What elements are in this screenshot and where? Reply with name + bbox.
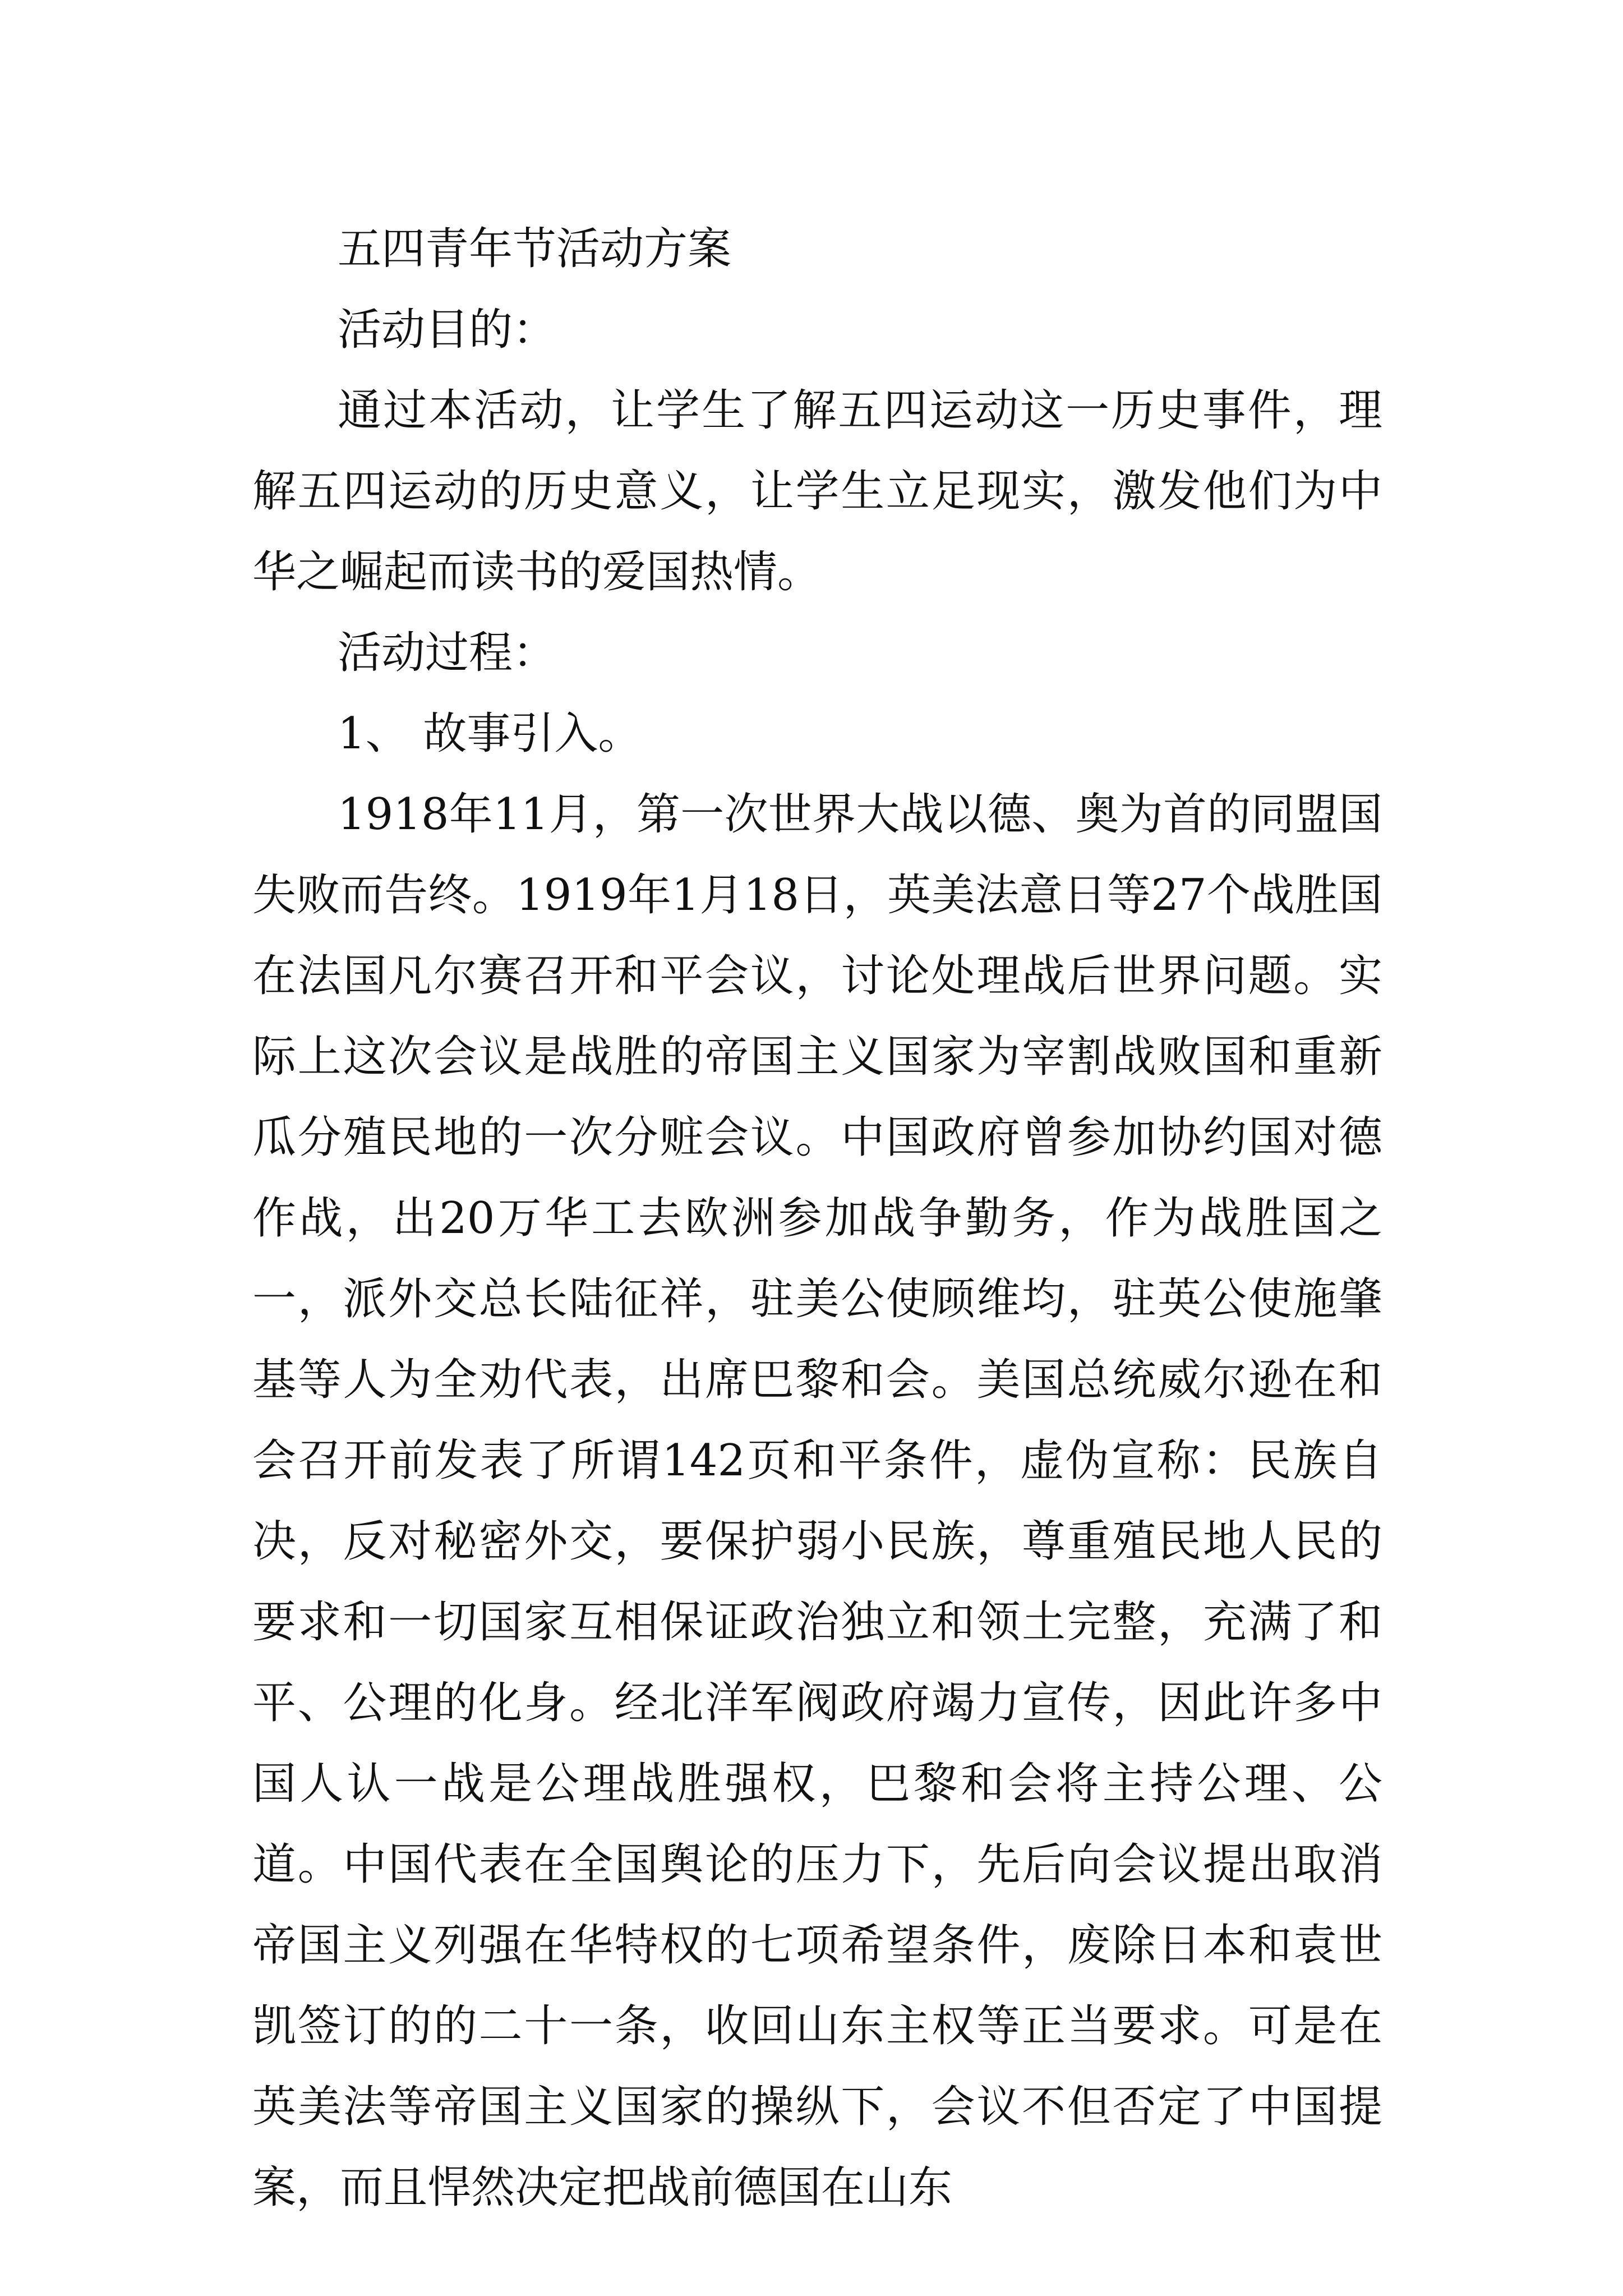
paragraph-purpose: 通过本活动，让学生了解五四运动这一历史事件，理解五四运动的历史意义，让学生立足现实，激发他们为中华之崛起而读书的爱国热情。	[252, 385, 1382, 597]
document-title: 五四青年节活动方案	[338, 224, 732, 274]
document-body	[252, 209, 1382, 2228]
section-heading-process: 活动过程：	[338, 628, 557, 678]
list-item-story-intro: 1、 故事引入。	[338, 708, 642, 759]
paragraph-history: 1918年11月，第一次世界大战以德、奥为首的同盟国失败而告终。1919年1月18日，英美法意日等27个战胜国在法国凡尔赛召开和平会议，讨论处理战后世界问题。实际上这次会议是战胜的帝国主义国家为宰割战败国和重新瓜分殖民地的一次分赃会议。中国政府曾参加协约国对德作战，出20万华工去欧洲参加战争勤务，作为战胜国之一，派外交总长陆征祥，驻美公使顾维均，驻英公使施肇基等人为全劝代表，出席巴黎和会。美国总统威尔逊在和会召开前发表了所谓142页和平条件，虚伪宣称：民族自决，反对秘密外交，要保护弱小民族，尊重殖民地人民的要求和一切国家互相保证政治独立和领土完整，充满了和平、公理的化身。经北洋军阀政府竭力宣传，因此许多中国人认一战是公理战胜强权，巴黎和会将主持公理、公道。中国代表在全国舆论的压力下，先后向会议提出取消帝国主义列强在华特权的七项希望条件，废除日本和袁世凯签订的的二十一条，收回山东主权等正当要求。可是在英美法等帝国主义国家的操纵下，会议不但否定了中国提案，而且悍然决定把战前德国在山东	[252, 789, 1382, 2213]
section-heading-purpose: 活动目的：	[338, 305, 557, 355]
